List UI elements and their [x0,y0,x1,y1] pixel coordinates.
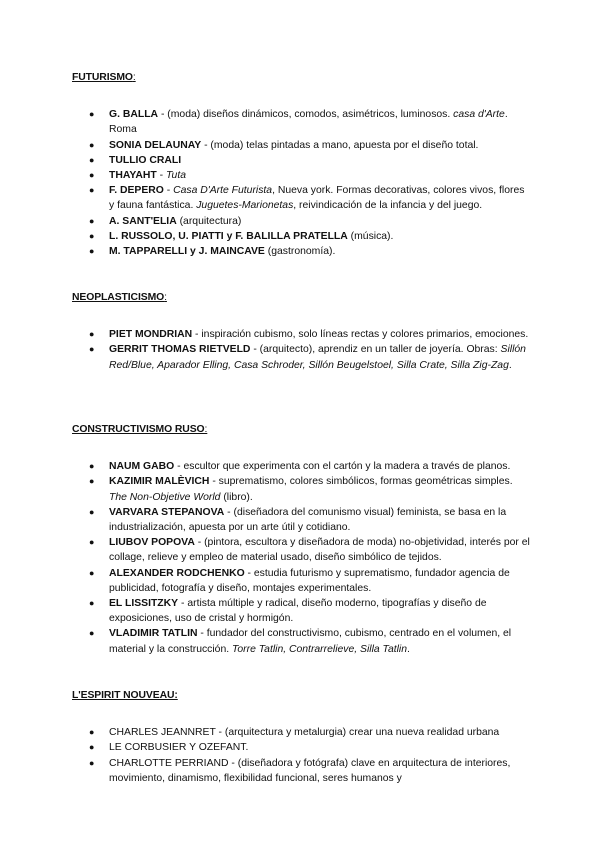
list-item: ● VLADIMIR TATLIN - fundador del constructivismo, cubismo, centrado en el volumen, el material y la construcción. Torre Tatlin, Contrarrelieve, Silla Tatlin. [89,628,512,655]
bullet-icon: ● [89,215,95,226]
bullet-icon: ● [89,154,95,165]
list-item: ● TULLIO CRALI [72,153,532,168]
bullet-icon: ● [89,598,95,609]
list-item: ● G. BALLA - (moda) diseños dinámicos, comodos, asimétricos, luminosos. casa d'Arte. Roma [89,109,508,136]
list-item: ● EL LISSITZKY - artista múltiple y radical, diseño moderno, tipografías y diseño de exposiciones, uso de cristal y hormigón. [89,598,487,625]
list-item: ● ALEXANDER RODCHENKO - estudia futurismo y suprematismo, fundador agencia de publicidad, fotografía y diseño, montajes experimentales. [89,567,510,594]
section-heading: FUTURISMO: [72,72,136,83]
list-item: ● VARVARA STEPANOVA - (diseñadora del comunismo visual) feminista, se basa en la industrialización, apuesta por un arte útil y cotidiano. [89,506,507,534]
list-item: ● LIUBOV POPOVA - (pintora, escultora y diseñadora de moda) no-objetividad, interés por el collage, relieve y empleo de material usado, diseño simbólico de tejidos. [89,537,530,564]
list-item: ● F. DEPERO - Casa D'Arte Futurista, Nueva york. Formas decorativas, colores vivos, flores y fauna fantástica. Juguetes-Marionetas, reivindicación de la infancia y del juego. [89,185,525,212]
bullet-icon: ● [89,476,95,487]
bullet-list [72,327,532,373]
bullet-icon: ● [89,742,95,753]
bullet-icon: ● [89,628,95,639]
bullet-icon: ● [89,170,95,181]
section-heading: CONSTRUCTIVISMO RUSO: [72,424,208,435]
list-item: ● M. TAPPARELLI y J. MAINCAVE (gastronomía). [72,244,532,259]
list-item: ● KAZIMIR MALÈVICH - suprematismo, colores simbólicos, formas geométricas simples. The Non-Objetive World (libro). [89,476,513,503]
bullet-icon: ● [89,329,95,340]
bullet-icon: ● [89,537,95,548]
bullet-icon: ● [89,727,95,738]
bullet-icon: ● [89,757,95,768]
bullet-icon: ● [89,461,95,472]
bullet-list [72,725,532,786]
bullet-icon: ● [89,139,95,150]
section-futurismo [72,70,532,259]
section-neoplasticismo [72,290,532,373]
bullet-icon: ● [89,506,95,517]
list-item: ● LE CORBUSIER Y OZEFANT. [72,740,532,755]
bullet-icon: ● [89,246,95,257]
section-heading: L'ESPIRIT NOUVEAU: [72,690,178,701]
section-heading: NEOPLASTICISMO: [72,292,167,303]
bullet-icon: ● [89,185,95,196]
list-item: ● CHARLES JEANNRET - (arquitectura y metalurgia) crear una nueva realidad urbana [72,725,532,740]
list-item: ● A. SANT'ELIA (arquitectura) [72,214,532,229]
bullet-list [72,459,532,657]
section-espirit-nouveau [72,688,532,786]
list-item: ● NAUM GABO - escultor que experimenta con el cartón y la madera a través de planos. [72,459,532,474]
list-item: ● PIET MONDRIAN - inspiración cubismo, solo líneas rectas y colores primarios, emociones. [72,327,532,342]
bullet-icon: ● [89,230,95,241]
bullet-icon: ● [89,567,95,578]
bullet-icon: ● [89,344,95,355]
section-constructivismo-ruso [72,422,532,657]
list-item: ● GERRIT THOMAS RIETVELD - (arquitecto), aprendiz en un taller de joyería. Obras: Sillón Red/Blue, Aparador Elling, Casa Schroder, Sillón Beugelstoel, Silla Crate, Silla Zig-Zag. [89,344,526,371]
list-item: ● SONIA DELAUNAY - (moda) telas pintadas a mano, apuesta por el diseño total. [72,138,532,153]
list-item: ● THAYAHT - Tuta [72,168,532,183]
list-item: ● CHARLOTTE PERRIAND - (diseñadora y fotógrafa) clave en arquitectura de interiores, movimiento, dinamismo, flexibilidad funcional, seres humanos y [89,757,511,784]
bullet-icon: ● [89,109,95,120]
bullet-list [72,107,532,259]
list-item: ● L. RUSSOLO, U. PIATTI y F. BALILLA PRATELLA (música). [72,229,532,244]
